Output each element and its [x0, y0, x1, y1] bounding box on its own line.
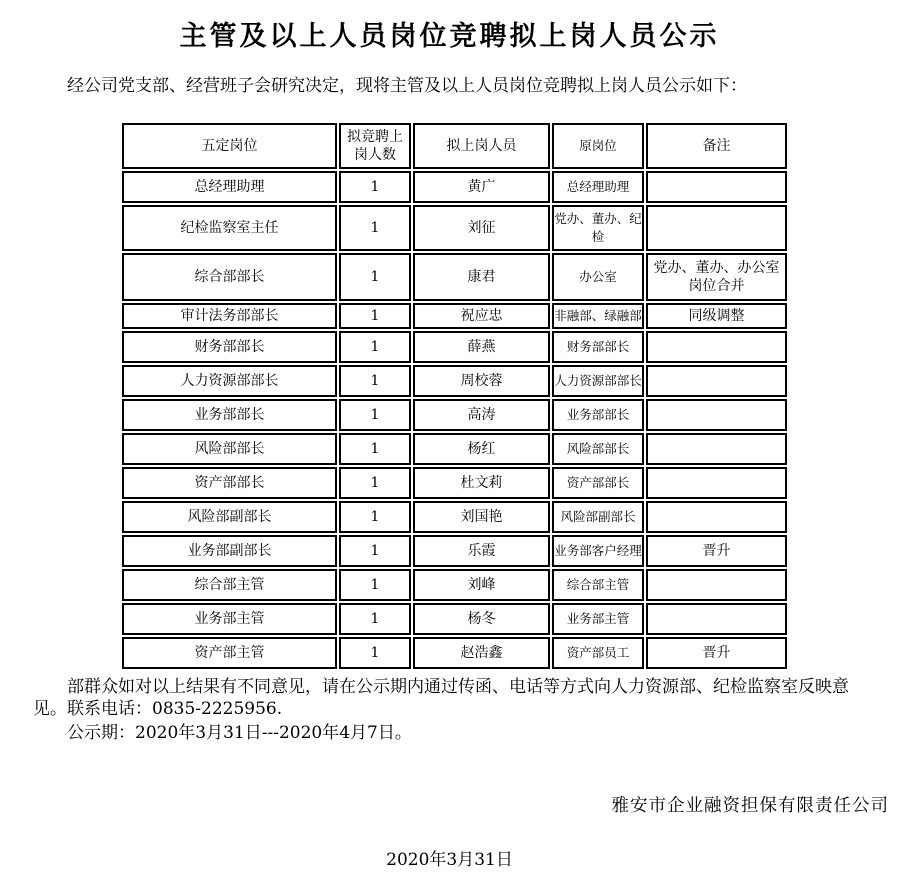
- table-cell: 办公室: [552, 253, 644, 301]
- table-cell: 晋升: [646, 637, 787, 669]
- table-row: [122, 399, 787, 431]
- table-cell: [646, 205, 787, 251]
- table-cell: 刘峰: [413, 569, 550, 601]
- table-cell: 风险部副部长: [552, 501, 644, 533]
- table-cell: [646, 399, 787, 431]
- table-cell: 人力资源部部长: [122, 365, 337, 397]
- intro-paragraph: 经公司党支部、经营班子会研究决定，现将主管及以上人员岗位竞聘拟上岗人员公示如下：: [67, 76, 747, 96]
- table-cell: 黄广: [413, 171, 550, 203]
- table-cell: 资产部部长: [122, 467, 337, 499]
- table-cell: [646, 171, 787, 203]
- table-cell: 康君: [413, 253, 550, 301]
- table-cell: 综合部主管: [122, 569, 337, 601]
- column-header: 备注: [646, 123, 787, 169]
- table-cell: 刘征: [413, 205, 550, 251]
- table-row: [122, 365, 787, 397]
- table-row: [122, 637, 787, 669]
- table-cell: 1: [339, 433, 411, 465]
- table-cell: 审计法务部部长: [122, 303, 337, 329]
- table-cell: 人力资源部部长: [552, 365, 644, 397]
- table-cell: 业务部部长: [552, 399, 644, 431]
- personnel-table: [120, 121, 789, 671]
- table-cell: 薛燕: [413, 331, 550, 363]
- column-header: 五定岗位: [122, 123, 337, 169]
- table-row: [122, 205, 787, 251]
- table-cell: 高涛: [413, 399, 550, 431]
- table-body: [122, 171, 787, 669]
- table-cell: [646, 603, 787, 635]
- table-row: [122, 467, 787, 499]
- table-cell: 财务部部长: [122, 331, 337, 363]
- table-row: [122, 253, 787, 301]
- table-row: [122, 569, 787, 601]
- table-cell: [646, 433, 787, 465]
- table-cell: 风险部副部长: [122, 501, 337, 533]
- publicity-period: 公示期：2020年3月31日---2020年4月7日。: [67, 723, 412, 743]
- column-header: 拟上岗人员: [413, 123, 550, 169]
- table-cell: 纪检监察室主任: [122, 205, 337, 251]
- table-cell: 业务部客户经理: [552, 535, 644, 567]
- table-row: [122, 433, 787, 465]
- table-cell: 赵浩鑫: [413, 637, 550, 669]
- company-signature: 雅安市企业融资担保有限责任公司: [611, 796, 889, 816]
- table-cell: 1: [339, 467, 411, 499]
- table-cell: 1: [339, 399, 411, 431]
- table-cell: 祝应忠: [413, 303, 550, 329]
- table-cell: 乐霞: [413, 535, 550, 567]
- table-cell: 1: [339, 331, 411, 363]
- table-cell: 杜文莉: [413, 467, 550, 499]
- page-title: 主管及以上人员岗位竞聘拟上岗人员公示: [179, 21, 720, 52]
- table-cell: 业务部部长: [122, 399, 337, 431]
- table-row: [122, 535, 787, 567]
- table-cell: 风险部部长: [552, 433, 644, 465]
- column-header: 原岗位: [552, 123, 644, 169]
- table-cell: [646, 501, 787, 533]
- table-cell: 资产部主管: [122, 637, 337, 669]
- table-cell: 1: [339, 637, 411, 669]
- table-row: [122, 603, 787, 635]
- table-row: [122, 171, 787, 203]
- table-cell: 风险部部长: [122, 433, 337, 465]
- table-row: [122, 331, 787, 363]
- feedback-note: 部群众如对以上结果有不同意见，请在公示期内通过传函、电话等方式向人力资源部、纪检监察室反映意见。联系电话：0835-2225956.: [33, 677, 849, 719]
- table-cell: 1: [339, 603, 411, 635]
- document-date: 2020年3月31日: [386, 850, 513, 870]
- table-cell: 同级调整: [646, 303, 787, 329]
- table-cell: 杨冬: [413, 603, 550, 635]
- table-cell: 1: [339, 535, 411, 567]
- table-cell: 党办、董办、办公室岗位合并: [646, 253, 787, 301]
- table-cell: 1: [339, 303, 411, 329]
- table-cell: 综合部主管: [552, 569, 644, 601]
- table-cell: 1: [339, 253, 411, 301]
- column-header: 拟竞聘上岗人数: [339, 123, 411, 169]
- table-cell: 总经理助理: [122, 171, 337, 203]
- table-cell: [646, 365, 787, 397]
- table-cell: 资产部员工: [552, 637, 644, 669]
- table-cell: 业务部主管: [552, 603, 644, 635]
- table-cell: 1: [339, 205, 411, 251]
- table-cell: 杨红: [413, 433, 550, 465]
- table-header-row: [122, 123, 787, 169]
- table-cell: 资产部部长: [552, 467, 644, 499]
- table-cell: [646, 569, 787, 601]
- table-cell: 晋升: [646, 535, 787, 567]
- table-cell: 总经理助理: [552, 171, 644, 203]
- table-cell: 党办、董办、纪检: [552, 205, 644, 251]
- table-cell: 业务部副部长: [122, 535, 337, 567]
- table-cell: 1: [339, 501, 411, 533]
- table-cell: 1: [339, 365, 411, 397]
- table-row: [122, 501, 787, 533]
- table-cell: 财务部部长: [552, 331, 644, 363]
- table-cell: 1: [339, 569, 411, 601]
- table-cell: 非融部、绿融部: [552, 303, 644, 329]
- table-cell: 1: [339, 171, 411, 203]
- table-cell: [646, 467, 787, 499]
- table-cell: 业务部主管: [122, 603, 337, 635]
- table-cell: 刘国艳: [413, 501, 550, 533]
- table-cell: [646, 331, 787, 363]
- table-cell: 周校蓉: [413, 365, 550, 397]
- table-cell: 综合部部长: [122, 253, 337, 301]
- table-row: [122, 303, 787, 329]
